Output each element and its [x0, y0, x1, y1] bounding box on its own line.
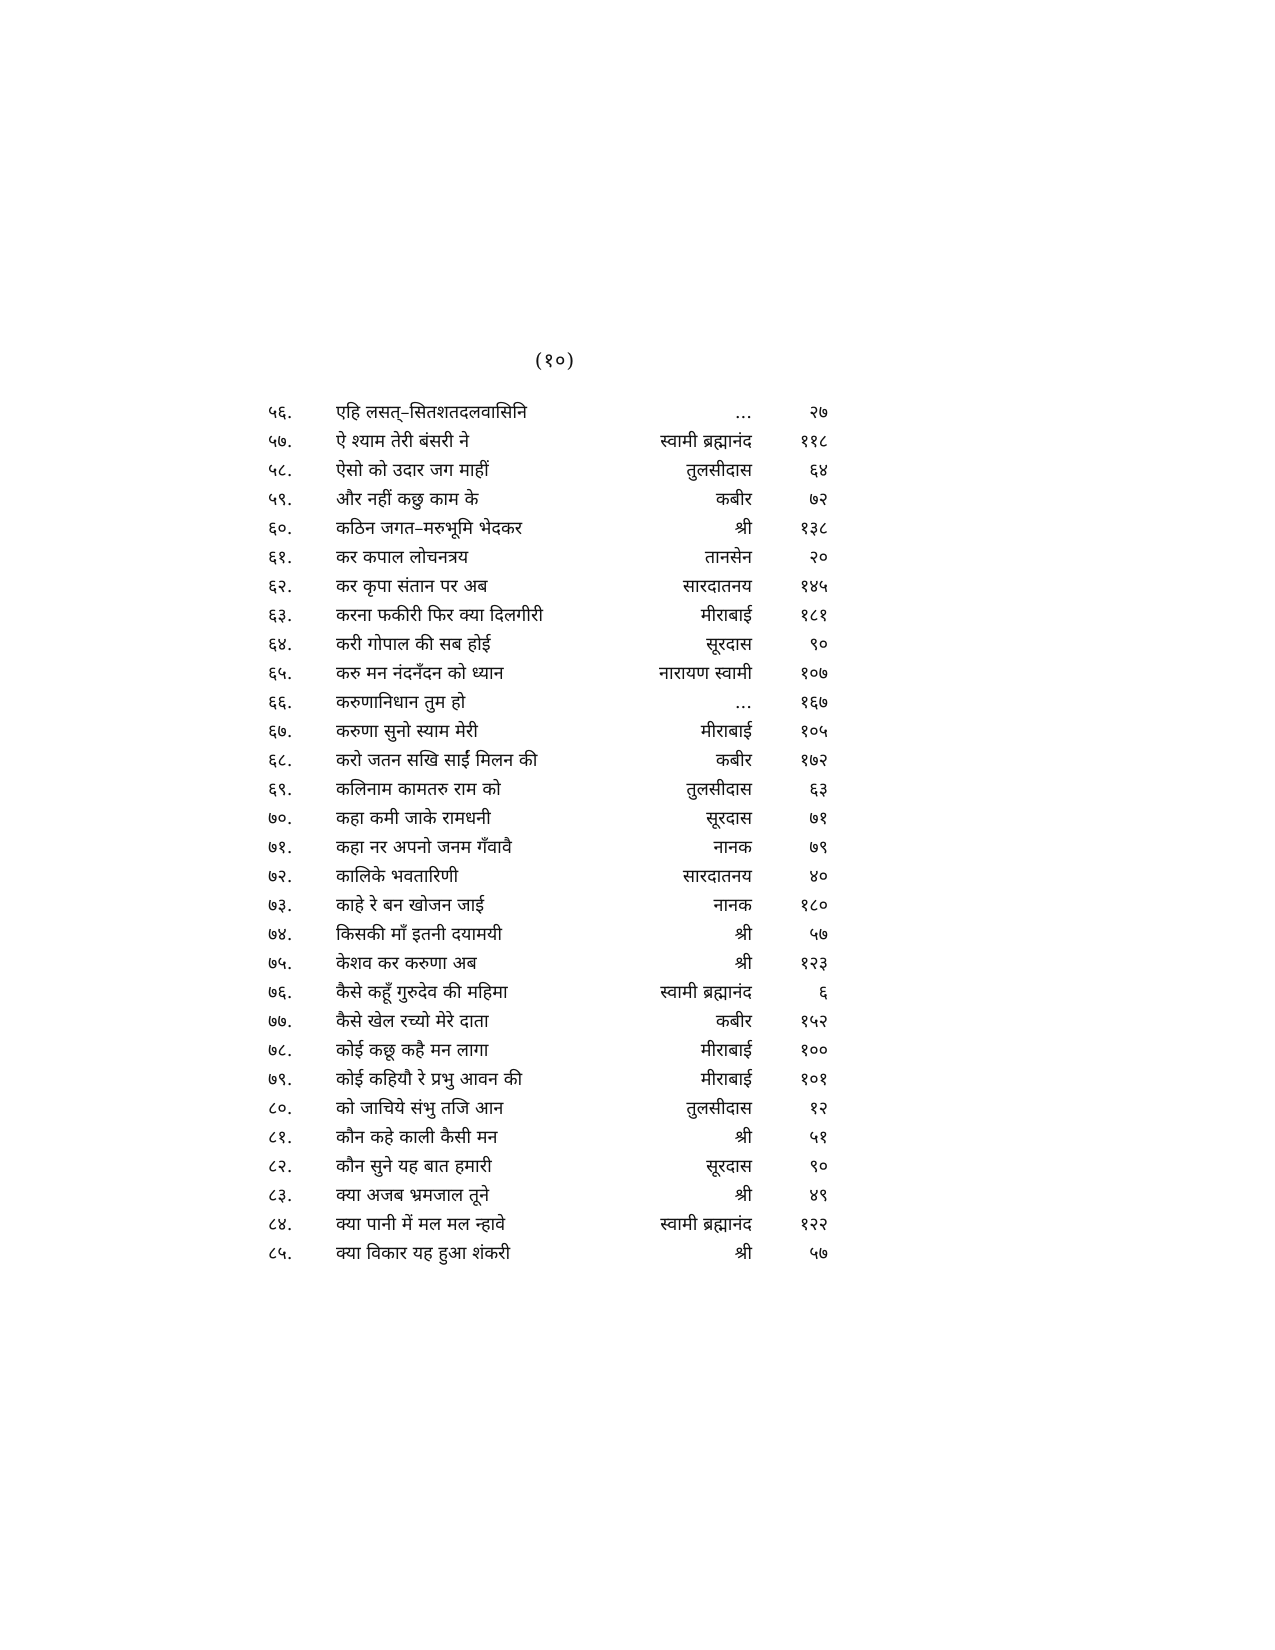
toc-entry	[268, 688, 828, 717]
entry-title: क्या विकार यह हुआ शंकरी	[336, 1243, 511, 1264]
entry-author: स्वामी ब्रह्मानंद	[660, 431, 752, 452]
entry-number: ८४.	[268, 1214, 293, 1235]
entry-number: ६५.	[268, 663, 293, 684]
entry-number: ६६.	[268, 692, 293, 713]
entry-number: ६९.	[268, 779, 293, 800]
toc-entry	[268, 862, 828, 891]
entry-title: किसकी माँ इतनी दयामयी	[336, 924, 503, 945]
entry-title: कोई कहियौ रे प्रभु आवन की	[336, 1069, 523, 1090]
entry-author: स्वामी ब्रह्मानंद	[660, 982, 752, 1003]
entry-author: स्वामी ब्रह्मानंद	[660, 1214, 752, 1235]
page-number: (१०)	[534, 348, 576, 372]
entry-author: मीराबाई	[700, 721, 752, 742]
entry-number: ६७.	[268, 721, 293, 742]
entry-page: १८०	[799, 895, 828, 916]
entry-number: ६२.	[268, 576, 293, 597]
entry-title: कर कृपा संतान पर अब	[336, 576, 488, 597]
entry-page: ९०	[809, 634, 828, 655]
entry-page: १२२	[799, 1214, 828, 1235]
entry-page: १५२	[799, 1011, 828, 1032]
entry-number: ८१.	[268, 1127, 293, 1148]
entry-title: कौन सुने यह बात हमारी	[336, 1156, 492, 1177]
entry-page: ७२	[809, 489, 828, 510]
toc-entry	[268, 659, 828, 688]
entry-page: ७१	[809, 808, 828, 829]
entry-number: ५६.	[268, 402, 293, 423]
toc-entry	[268, 949, 828, 978]
entry-author: श्री	[734, 1127, 752, 1148]
entry-number: ७२.	[268, 866, 293, 887]
toc-entry	[268, 398, 828, 427]
entry-page: १८१	[799, 605, 828, 626]
entry-author: श्री	[734, 924, 752, 945]
entry-title: कठिन जगत–मरुभूमि भेदकर	[336, 518, 523, 539]
entry-author: सूरदास	[706, 634, 752, 655]
entry-author: श्री	[734, 953, 752, 974]
entry-number: ८३.	[268, 1185, 293, 1206]
entry-author: नानक	[713, 895, 752, 916]
entry-page: १२३	[799, 953, 828, 974]
toc-entry	[268, 1181, 828, 1210]
entry-number: ५९.	[268, 489, 293, 510]
entry-number: ७९.	[268, 1069, 293, 1090]
entry-number: ६१.	[268, 547, 293, 568]
toc-entry	[268, 1239, 828, 1268]
entry-page: ६३	[809, 779, 828, 800]
entry-title: और नहीं कछु काम के	[336, 489, 479, 510]
entry-title: कैसे कहूँ गुरुदेव की महिमा	[336, 982, 508, 1003]
toc-entry	[268, 485, 828, 514]
entry-author: श्री	[734, 1243, 752, 1264]
entry-number: ७१.	[268, 837, 293, 858]
entry-page: १०७	[799, 663, 828, 684]
toc-entry	[268, 630, 828, 659]
entry-author: कबीर	[715, 489, 752, 510]
toc-entry	[268, 891, 828, 920]
entry-page: ६	[818, 982, 828, 1003]
entry-title: ऐ श्याम तेरी बंसरी ने	[336, 431, 470, 452]
entry-page: २७	[809, 402, 828, 423]
entry-title: क्या पानी में मल मल न्हावे	[336, 1214, 506, 1235]
entry-author: तुलसीदास	[686, 460, 752, 481]
entry-author: सूरदास	[706, 808, 752, 829]
entry-title: कोई कछू कहै मन लागा	[336, 1040, 489, 1061]
entry-title: करी गोपाल की सब होई	[336, 634, 491, 655]
entry-title: को जाचिये संभु तजि आन	[336, 1098, 504, 1119]
entry-number: ७५.	[268, 953, 293, 974]
toc-entry	[268, 1065, 828, 1094]
entry-author: मीराबाई	[700, 1040, 752, 1061]
entry-number: ५७.	[268, 431, 293, 452]
entry-number: ८२.	[268, 1156, 293, 1177]
entry-title: काहे रे बन खोजन जाई	[336, 895, 485, 916]
entry-page: १०५	[799, 721, 828, 742]
entry-title: कहा कमी जाके रामधनी	[336, 808, 491, 829]
entry-author: श्री	[734, 1185, 752, 1206]
entry-title: करुणानिधान तुम हो	[336, 692, 466, 713]
entry-author: मीराबाई	[700, 605, 752, 626]
entry-number: ६८.	[268, 750, 293, 771]
entry-number: ७४.	[268, 924, 293, 945]
entry-author: श्री	[734, 518, 752, 539]
entry-author: सारदातनय	[682, 866, 752, 887]
toc-entry	[268, 572, 828, 601]
toc-entry	[268, 543, 828, 572]
entry-number: ७७.	[268, 1011, 293, 1032]
entry-page: १४५	[799, 576, 828, 597]
entry-title: केशव कर करुणा अब	[336, 953, 477, 974]
entry-title: ऐसो को उदार जग माहीं	[336, 460, 489, 481]
toc-entry	[268, 1123, 828, 1152]
entry-number: ८०.	[268, 1098, 293, 1119]
entry-author: तुलसीदास	[686, 779, 752, 800]
entry-title: करु मन नंदनँदन को ध्यान	[336, 663, 504, 684]
entry-author: सारदातनय	[682, 576, 752, 597]
entry-page: १७२	[799, 750, 828, 771]
toc-entry	[268, 978, 828, 1007]
entry-page: १३८	[799, 518, 828, 539]
entry-title: करना फकीरी फिर क्या दिलगीरी	[336, 605, 543, 626]
entry-number: ६४.	[268, 634, 293, 655]
entry-title: करुणा सुनो स्याम मेरी	[336, 721, 478, 742]
entry-page: १६७	[799, 692, 828, 713]
toc-entry	[268, 427, 828, 456]
entry-title: एहि लसत्–सितशतदलवासिनि	[336, 402, 528, 423]
toc-entry	[268, 1210, 828, 1239]
entry-author: मीराबाई	[700, 1069, 752, 1090]
entry-page: ५७	[809, 924, 828, 945]
entry-page: १२	[809, 1098, 828, 1119]
entry-title: कैसे खेल रच्यो मेरे दाता	[336, 1011, 489, 1032]
entry-author: सूरदास	[706, 1156, 752, 1177]
entry-page: ९०	[809, 1156, 828, 1177]
toc-entry	[268, 804, 828, 833]
toc-entry	[268, 1152, 828, 1181]
toc-entry	[268, 717, 828, 746]
toc-entry	[268, 1094, 828, 1123]
entry-page: १०१	[799, 1069, 828, 1090]
toc-entry	[268, 746, 828, 775]
entry-author: कबीर	[715, 1011, 752, 1032]
entry-page: ४९	[809, 1185, 828, 1206]
entry-number: ७६.	[268, 982, 293, 1003]
entry-author: नारायण स्वामी	[659, 663, 752, 684]
entry-author: नानक	[713, 837, 752, 858]
toc-entry	[268, 456, 828, 485]
toc-entry	[268, 920, 828, 949]
entry-number: ७८.	[268, 1040, 293, 1061]
entry-title: कालिके भवतारिणी	[336, 866, 459, 887]
entry-page: २०	[809, 547, 828, 568]
entry-page: ५१	[809, 1127, 828, 1148]
entry-title: करो जतन सखि साईं मिलन की	[336, 750, 538, 771]
toc-entry	[268, 775, 828, 804]
entry-page: ५७	[809, 1243, 828, 1264]
entry-number: ५८.	[268, 460, 293, 481]
entry-title: कलिनाम कामतरु राम को	[336, 779, 501, 800]
entry-title: क्या अजब भ्रमजाल तूने	[336, 1185, 490, 1206]
entry-author: तुलसीदास	[686, 1098, 752, 1119]
entry-title: कर कपाल लोचनत्रय	[336, 547, 469, 568]
entry-number: ६३.	[268, 605, 293, 626]
entry-page: ७९	[809, 837, 828, 858]
entry-number: ७३.	[268, 895, 293, 916]
entry-author: कबीर	[715, 750, 752, 771]
table-of-contents	[268, 398, 828, 1268]
entry-page: ६४	[809, 460, 828, 481]
toc-entry	[268, 1036, 828, 1065]
toc-entry	[268, 514, 828, 543]
entry-number: ७०.	[268, 808, 293, 829]
entry-number: ६०.	[268, 518, 293, 539]
entry-author: ...	[734, 692, 752, 713]
toc-entry	[268, 833, 828, 862]
entry-author: ...	[734, 402, 752, 423]
entry-page: १००	[799, 1040, 828, 1061]
entry-page: ४०	[809, 866, 828, 887]
entry-number: ८५.	[268, 1243, 293, 1264]
entry-title: कहा नर अपनो जनम गँवावै	[336, 837, 512, 858]
toc-entry	[268, 601, 828, 630]
entry-title: कौन कहे काली कैसी मन	[336, 1127, 498, 1148]
toc-entry	[268, 1007, 828, 1036]
entry-author: तानसेन	[704, 547, 752, 568]
entry-page: ११८	[799, 431, 828, 452]
